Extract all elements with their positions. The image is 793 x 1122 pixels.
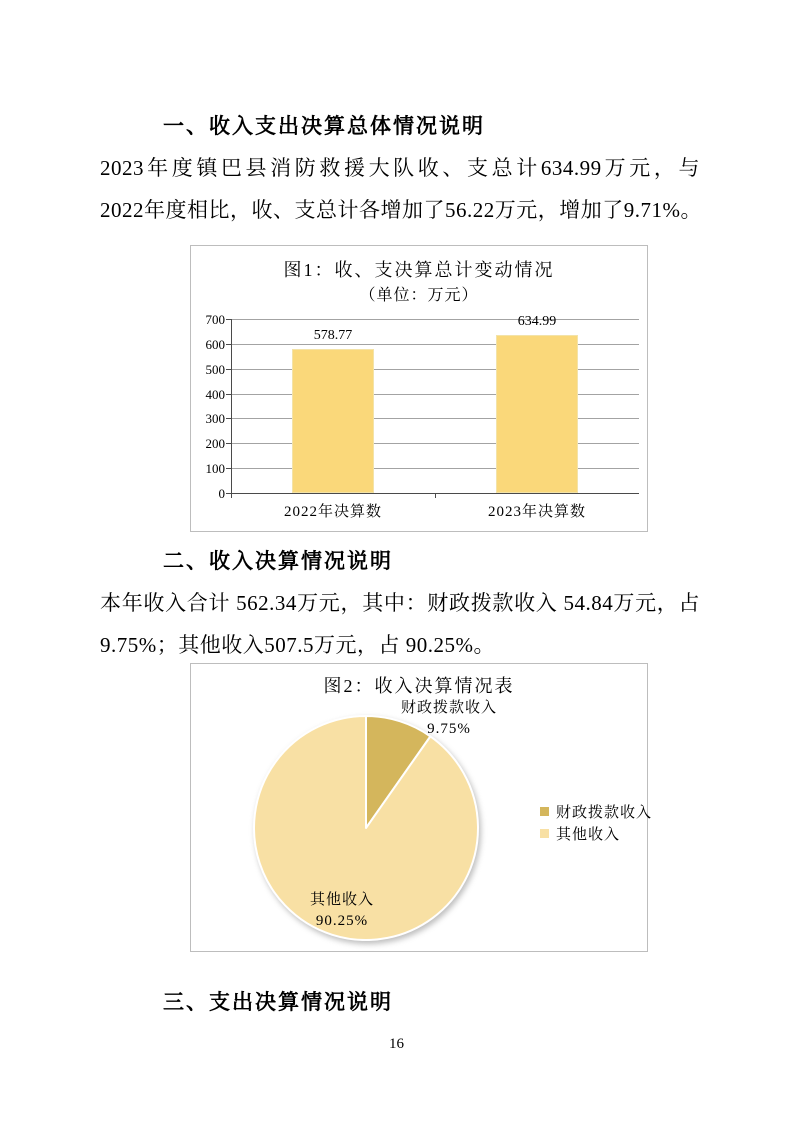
bar-chart-unit-subtitle: （单位：万元） (359, 287, 479, 304)
legend-label-fiscal: 财政拨款收入 (556, 804, 653, 821)
pie-slice-label-fiscal-name: 财政拨款收入 (400, 700, 497, 716)
pie-slice-label-fiscal-pct: 9.75% (427, 721, 471, 737)
section-3-heading: 三、支出决算情况说明 (163, 991, 393, 1014)
pie-chart-figure-2 (190, 663, 653, 952)
pie-slice-label-other-pct: 90.25% (315, 913, 369, 929)
bar-chart-title: 图1：收、支决算总计变动情况 (283, 260, 555, 280)
x-axis-mid-tick (435, 493, 436, 498)
bar-2022年决算数 (292, 349, 374, 493)
y-tick-label-700: 700 (205, 312, 225, 327)
bar-2023年决算数 (496, 335, 578, 493)
y-tick-label-0: 0 (218, 486, 225, 501)
paragraph-2-line-2: 9.75%；其他收入507.5万元，占 90.25%。 (100, 633, 495, 657)
pie-slice-label-fiscal (379, 698, 519, 740)
gridline-700 (231, 319, 639, 320)
paragraph-1-line-1: 2023年度镇巴县消防救援大队收、支总计634.99万元，与 (100, 156, 700, 180)
paragraph-2-line-1: 本年收入合计 562.34万元，其中：财政拨款收入 54.84万元，占 (100, 591, 700, 615)
legend-swatch-fiscal-icon (540, 807, 549, 816)
legend-row-fiscal (540, 800, 652, 822)
section-2-heading: 二、收入决算情况说明 (163, 550, 393, 573)
page-number: 16 (389, 1036, 404, 1052)
pie-slice-label-other (282, 890, 402, 932)
section-1-heading: 一、收入支出决算总体情况说明 (163, 115, 485, 138)
y-tick-label-400: 400 (205, 386, 225, 402)
bar-value-label-1: 634.99 (517, 314, 557, 330)
y-axis-line (231, 319, 232, 498)
pie-slice-label-other-name: 其他收入 (309, 892, 374, 908)
paragraph-1-line-2: 2022年度相比，收、支总计各增加了56.22万元，增加了9.71%。 (100, 198, 702, 222)
legend-row-other (540, 822, 652, 844)
bar-value-label-0: 578.77 (313, 328, 353, 344)
pie-chart-title: 图2：收入决算情况表 (323, 676, 515, 696)
pie-chart-legend (540, 800, 652, 844)
legend-swatch-other-icon (540, 829, 549, 838)
x-category-label-0: 2022年决算数 (283, 504, 382, 520)
x-category-label-1: 2023年决算数 (487, 504, 586, 520)
y-tick-label-300: 300 (205, 411, 225, 427)
y-tick-label-100: 100 (205, 461, 225, 477)
y-tick-label-600: 600 (205, 336, 225, 352)
y-tick-label-200: 200 (205, 436, 225, 452)
legend-label-other: 其他收入 (556, 826, 621, 843)
y-tick-label-500: 500 (205, 361, 225, 377)
bar-chart-figure-1 (190, 245, 648, 532)
